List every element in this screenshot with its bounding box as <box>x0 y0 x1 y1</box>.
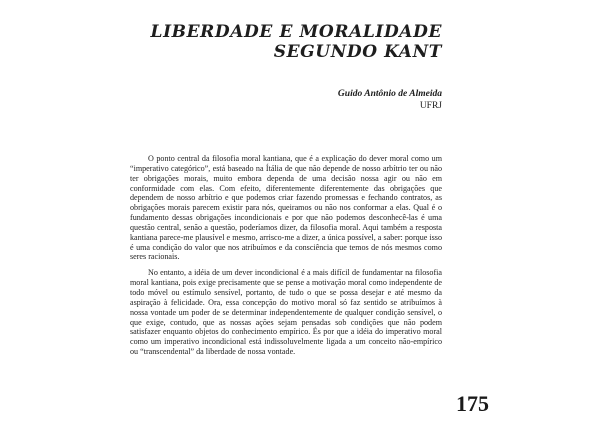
author-name: Guido Antônio de Almeida <box>337 89 442 99</box>
body-paragraph-1: O ponto central da filosofia moral kantiana, que é a explicação do dever moral como um “imperativo categórico”, está baseado na Ítália de que não depende de nosso arbítrio ter ou não ter obrigações morais, muito embora dependa de uma decisão nossa agir ou não em conformidade com elas. Com efeito, diferentemente diferentemente das obrigações que dependem de nosso arbítrio e que podemos criar fazendo promessas e fechando contratos, as obrigações morais parecem existir para nós, queiramos ou não nos conformar a elas. Qual é o fundamento dessas obrigações incondicionais e por que não podemos desconhecê-las é uma questão central, senão a questão, poderíamos dizer, da filosofia moral. Aqui também a resposta kantiana parece-me plausível e mesmo, arrisco-me a dizer, a única possível, a saber: porque isso é uma condição do valor que nos atribuímos e da consciência que temos de nós mesmos como seres racionais. <box>130 154 442 262</box>
author-affiliation: UFRJ <box>419 101 442 111</box>
body-paragraph-2: No entanto, a idéia de um dever incondicional é a mais difícil de fundamentar na filosofia moral kantiana, pois exige precisamente que se pense a motivação moral como independente de todo móvel ou estímulo sensível, portanto, de tudo o que se possa desejar e até mesmo da aspiração à felicidade. Ora, essa concepção do motivo moral só faz sentido se atribuímos à nossa vontade um poder de se determinar independentemente de qualquer condição sensível, o que exige, contudo, que as nossas ações sejam pensadas sob condições que não podem satisfazer enquanto objetos do conhecimento empírico. És por que a idéia do imperativo moral como um imperativo incondicional está indissoluvelmente ligada a um conceito não-empírico ou “transcendental” da liberdade de nossa vontade. <box>130 268 442 357</box>
article-title-line-2: SEGUNDO KANT <box>273 42 442 62</box>
page-number: 175 <box>456 391 489 416</box>
article-title-line-1: LIBERDADE E MORALIDADE <box>150 22 442 42</box>
article-body <box>130 154 442 363</box>
article-title <box>142 22 442 62</box>
